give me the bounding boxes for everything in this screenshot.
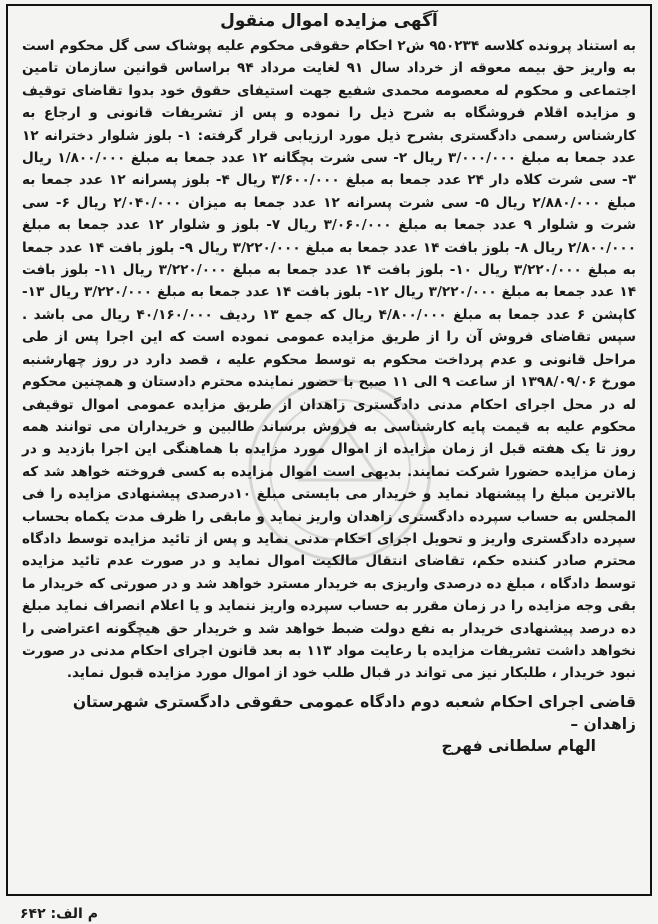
signature-line: قاضی اجرای احکام شعبه دوم دادگاه عمومی حقوقی دادگستری شهرستان زاهدان – bbox=[72, 692, 636, 733]
signer-name: الهام سلطانی فهرج bbox=[441, 736, 596, 755]
notice-title: آگهی مزایده اموال منقول bbox=[220, 11, 438, 31]
notice-body: به استناد پرونده کلاسه ۹۵۰۲۳۴ ش۲ احکام حقوقی محکوم علیه پوشاک سی گل محکوم است به واریز حق بیمه معوقه از خرداد سال ۹۱ لغایت مرداد ۹۴ براساس قوانین سازمان تامین اجتماعی و محکوم له معصومه محمدی شفیع جهت استیفای حقوق خود بدوا تقاضای توقیف و مزایده اقلام فروشگاه به شرح ذیل را نموده و پس از تشریفات قانونی و ارجاع به کارشناس رسمی دادگستری بشرح ذیل مورد ارزیابی قرار گرفته: ۱- بلوز شلوار دخترانه ۱۲ عدد جمعا به مبلغ ۳/۰۰۰/۰۰۰ ریال ۲- سی شرت بچگانه ۱۲ عدد جمعا به مبلغ ۱/۸۰۰/۰۰۰ ریال ۳- سی شرت کلاه دار ۲۴ عدد جمعا به مبلغ ۳/۶۰۰/۰۰۰ ریال ۴- بلوز پسرانه ۱۲ عدد جمعا به مبلغ ۲/۸۸۰/۰۰۰ ریال ۵- سی شرت پسرانه ۱۲ عدد جمعا به میزان ۲/۰۴۰/۰۰۰ ریال ۶- سی شرت و شلوار ۹ عدد جمعا به مبلغ ۳/۰۶۰/۰۰۰ ریال ۷- بلوز و شلوار ۱۲ عدد جمعا به مبلغ ۲/۸۰۰/۰۰۰ ریال ۸- بلوز بافت ۱۴ عدد جمعا به مبلغ ۳/۲۲۰/۰۰۰ ریال ۹- بلوز بافت ۱۴ عدد جمعا به مبلغ ۳/۲۲۰/۰۰۰ ریال ۱۰- بلوز بافت ۱۴ عدد جمعا به مبلغ ۳/۲۲۰/۰۰۰ ریال ۱۱- بلوز بافت ۱۴ عدد جمعا به مبلغ ۳/۲۲۰/۰۰۰ ریال ۱۲- بلوز بافت ۱۴ عدد جمعا به مبلغ ۳/۲۲۰/۰۰۰ ریال ۱۳- کاپشن ۶ عدد جمعا به مبلغ ۴/۸۰۰/۰۰۰ ریال که جمع ۱۳ ردیف ۴۰/۱۶۰/۰۰۰ ریال می باشد . سپس تقاضای فروش آن را از طریق مزایده عمومی نموده است که این اجرا پس از طی مراحل قانونی و عدم پرداخت محکوم به توسط محکوم علیه ، قصد دارد در روز چهارشنبه مورخ ۱۳۹۸/۰۹/۰۶ از ساعت ۹ الی ۱۱ صبح با حضور نماینده محترم دادستان و همچنین محکوم له در محل اجرای احکام مدنی دادگستری زاهدان از طریق مزایده عمومی اموال توقیفی محکوم علیه به قیمت پایه کارشناسی به فروش برساند طالبین و خریداران می توانند همه روز تا یک هفته قبل از زمان مزایده از اموال مورد مزایده با هماهنگی این اجرا بازدید و در زمان مزایده حضورا شرکت نمایند. بدیهی است اموال مزایده به کسی فروخته خواهد شد که بالاترین مبلغ را پیشنهاد نماید و خریدار می بایستی مبلغ ۱۰درصدی پیشنهادی مزایده را فی المجلس به حساب سپرده دادگستری زاهدان واریز نماید و مابقی را ظرف مدت یکماه بحساب سپرده دادگستری واریز و تحویل اجرای احکام مدنی نماید و پس از تائید مزایده توسط دادگاه محترم صادر کننده حکم، تقاضای انتقال مالکیت اموال نماید و در صورت عدم تائید مزایده توسط دادگاه ، مبلغ ده درصدی واریزی به خریدار مسترد خواهد شد و در صورتی که خریدار ما بقی وجه مزایده را در زمان مقرر به حساب سپرده واریز ننماید و یا اعلام انصراف نماید مبلغ ده درصد پیشنهادی خریدار به نفع دولت ضبط خواهد شد و خریدار حق هیچگونه اعتراضی را نخواهد داشت تشریفات مزایده با رعایت مواد ۱۱۳ به بعد قانون اجرای احکام مدنی در صورت نبود خریدار ، طلبکار نیز می تواند در قبال طلب خود از اموال مورد مزایده قبول نماید. bbox=[22, 38, 637, 682]
notice-frame bbox=[6, 4, 652, 896]
footer-code: م الف: ۶۴۲ bbox=[20, 906, 98, 922]
